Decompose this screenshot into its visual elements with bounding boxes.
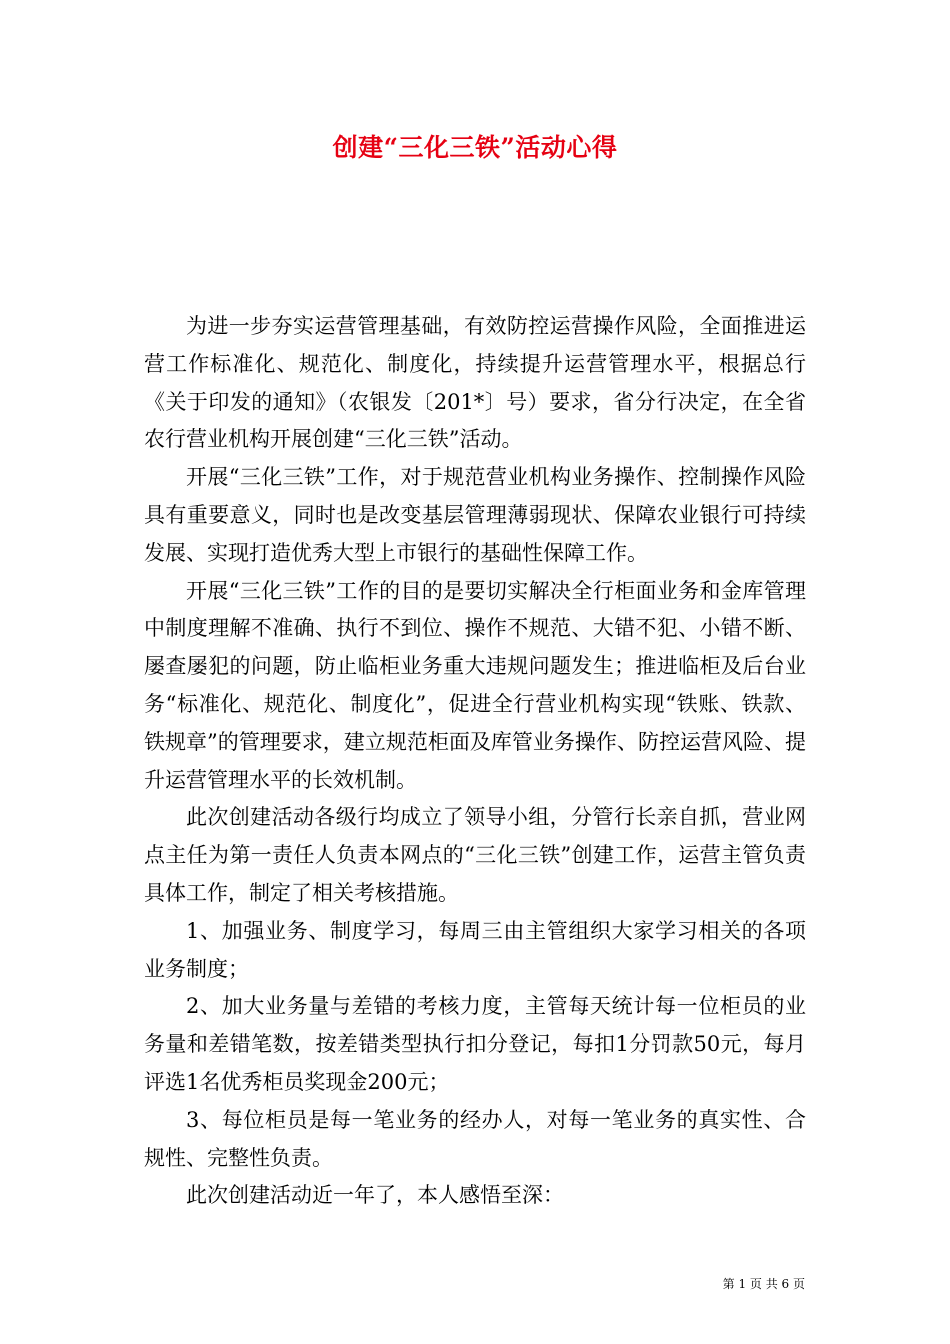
- page-number: 第 1 页 共 6 页: [722, 1277, 805, 1291]
- paragraph: 此次创建活动各级行均成立了领导小组，分管行长亲自抓，营业网点主任为第一责任人负责本网点的“三化三铁”创建工作，运营主管负责具体工作，制定了相关考核措施。: [144, 805, 806, 905]
- document-body: [144, 308, 806, 1215]
- list-item: 1、加强业务、制度学习，每周三由主管组织大家学习相关的各项业务制度；: [144, 918, 806, 981]
- document-title: 创建“三化三铁”活动心得: [332, 133, 618, 162]
- paragraph: 此次创建活动近一年了，本人感悟至深：: [186, 1183, 564, 1208]
- paragraph: 开展“三化三铁”工作的目的是要切实解决全行柜面业务和金库管理中制度理解不准确、执行不到位、操作不规范、大错不犯、小错不断、屡查屡犯的问题，防止临柜业务重大违规问题发生；推进临柜及后台业务“标准化、规范化、制度化”，促进全行营业机构实现“铁账、铁款、铁规章”的管理要求，建立规范柜面及库管业务操作、防控运营风险、提升运营管理水平的长效机制。: [144, 578, 806, 792]
- list-item: 3、每位柜员是每一笔业务的经办人，对每一笔业务的真实性、合规性、完整性负责。: [144, 1107, 806, 1170]
- paragraph: 开展“三化三铁”工作，对于规范营业机构业务操作、控制操作风险具有重要意义，同时也是改变基层管理薄弱现状、保障农业银行可持续发展、实现打造优秀大型上市银行的基础性保障工作。: [144, 465, 806, 565]
- paragraph: 为进一步夯实运营管理基础，有效防控运营操作风险，全面推进运营工作标准化、规范化、制度化，持续提升运营管理水平，根据总行《关于印发的通知》（农银发〔201*〕号）要求，省分行决定，在全省农行营业机构开展创建“三化三铁”活动。: [144, 314, 806, 452]
- list-item: 2、加大业务量与差错的考核力度，主管每天统计每一位柜员的业务量和差错笔数，按差错类型执行扣分登记，每扣1分罚款50元，每月评选1名优秀柜员奖现金200元；: [144, 994, 806, 1094]
